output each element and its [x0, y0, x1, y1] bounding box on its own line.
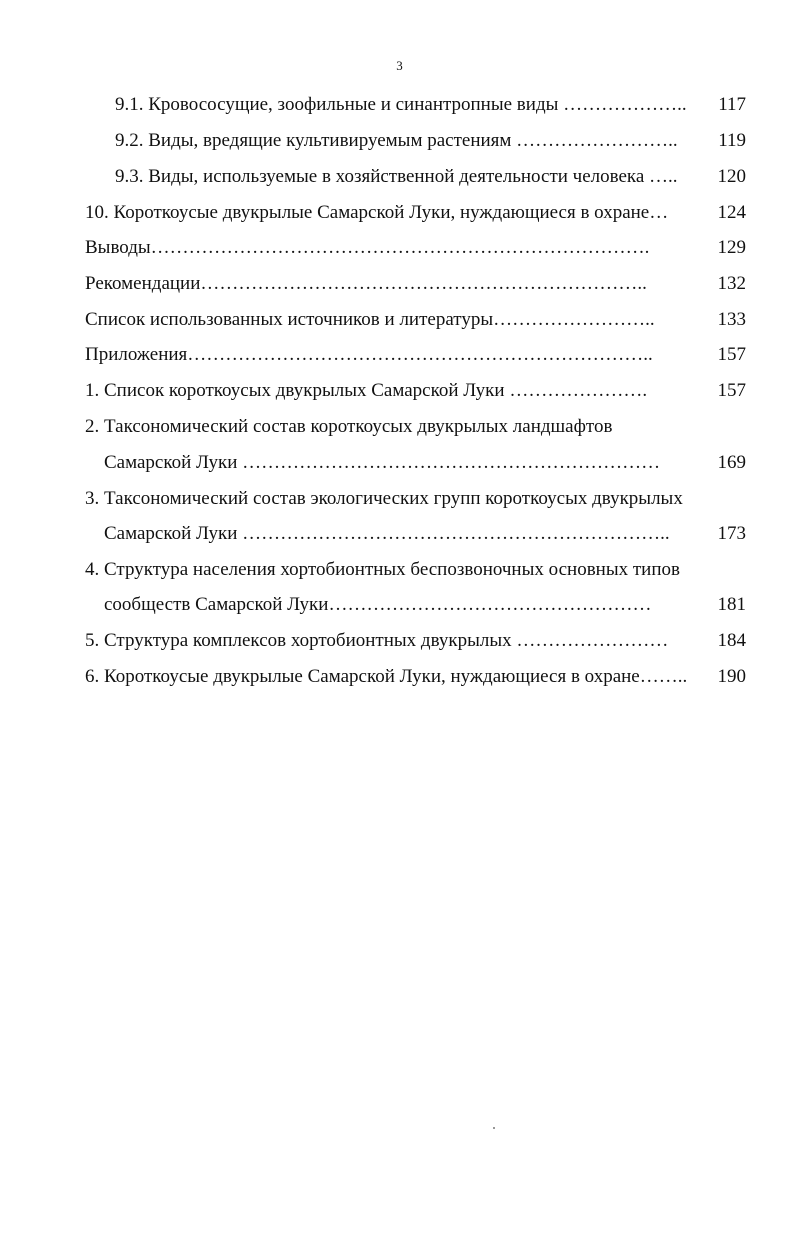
toc-entry-appendix-2-cont: Самарской Луки …………………………………………………………: [104, 452, 661, 473]
toc-entry-appendix-3: 3. Таксономический состав экологических групп короткоусых двукрылых: [85, 488, 683, 509]
toc-entry-9-1: 9.1. Кровососущие, зоофильные и синантропные виды ………………..: [115, 94, 687, 115]
toc-page-appendix-3: 173: [717, 523, 746, 544]
toc-page-appendices: 157: [717, 344, 746, 365]
toc-page-9-2: 119: [718, 130, 746, 151]
toc-entry-appendix-4: 4. Структура населения хортобионтных беспозвоночных основных типов: [85, 559, 680, 580]
toc-entry-appendix-4-cont: сообществ Самарской Луки……………………………………………: [104, 594, 652, 615]
toc-entry-appendices: Приложения………………………………………………………………..: [85, 344, 653, 365]
toc-entry-appendix-2: 2. Таксономический состав короткоусых двукрылых ландшафтов: [85, 416, 613, 437]
toc-entry-recommendations: Рекомендации……………………………………………………………..: [85, 273, 647, 294]
toc-page-10: 124: [717, 202, 746, 223]
toc-entry-9-2: 9.2. Виды, вредящие культивируемым растениям ……………………..: [115, 130, 678, 151]
toc-page-recommendations: 132: [717, 273, 746, 294]
toc-entry-appendix-5: 5. Структура комплексов хортобионтных двукрылых ……………………: [85, 630, 669, 651]
toc-page-appendix-1: 157: [717, 380, 746, 401]
scan-speck: [493, 1127, 495, 1129]
toc-page-9-1: 117: [718, 94, 746, 115]
toc-entry-appendix-1: 1. Список короткоусых двукрылых Самарской Луки ………………….: [85, 380, 648, 401]
page-number: 3: [396, 58, 403, 73]
toc-page-appendix-5: 184: [717, 630, 746, 651]
toc-page-references: 133: [717, 309, 746, 330]
toc-page-appendix-2: 169: [717, 452, 746, 473]
toc-entry-appendix-3-cont: Самарской Луки …………………………………………………………..: [104, 523, 670, 544]
toc-entry-conclusions: Выводы…………………………………………………………………….: [85, 237, 650, 258]
toc-entry-9-3: 9.3. Виды, используемые в хозяйственной деятельности человека …..: [115, 166, 678, 187]
toc-page-appendix-6: 190: [717, 666, 746, 687]
toc-page-9-3: 120: [717, 166, 746, 187]
toc-entry-references: Список использованных источников и литературы……………………..: [85, 309, 655, 330]
toc-entry-appendix-6: 6. Короткоусые двукрылые Самарской Луки, нуждающиеся в охране……..: [85, 666, 688, 687]
toc-entry-10: 10. Короткоусые двукрылые Самарской Луки, нуждающиеся в охране…: [85, 202, 669, 223]
toc-page-appendix-4: 181: [717, 594, 746, 615]
toc-page-conclusions: 129: [717, 237, 746, 258]
